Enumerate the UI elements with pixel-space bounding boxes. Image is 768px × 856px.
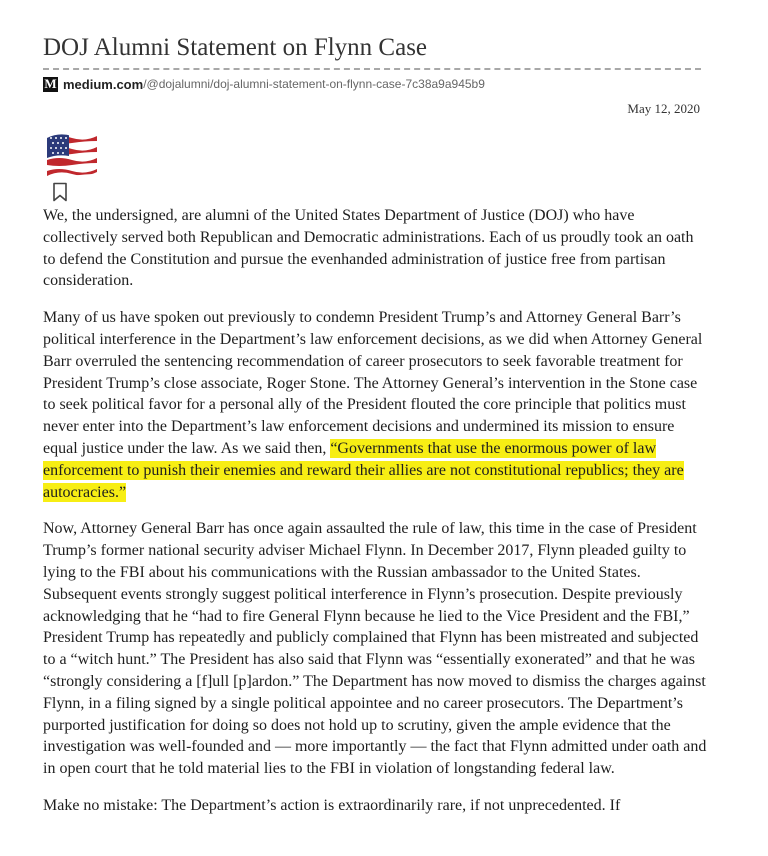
page-title: DOJ Alumni Statement on Flynn Case	[43, 34, 428, 61]
paragraph-3: Now, Attorney General Barr has once again assaulted the rule of law, this time in the case of President Trump’s former national security adviser Michael Flynn. In December 2017, Flynn pleaded guilty to lying to the FBI about his communications with the Russian ambassador to the United States. Subsequent events strongly suggest political interference in Flynn’s prosecution. Despite previously acknowledging that he “had to fire General Flynn because he lied to the Vice President and the FBI,” President Trump has repeatedly and publicly complained that Flynn has been mistreated and subjected to a “witch hunt.” The President has also said that Flynn was “essentially exonerated” and that he was “strongly considering a [f]ull [p]ardon.” The Department has now moved to dismiss the charges against Flynn, in a filing signed by a single political appointee and no career prosecutors. The Department’s purported justification for doing so does not hold up to scrutiny, given the ample evidence that the investigation was well-founded and — more importantly — the fact that Flynn admitted under oath and in open court that he told material lies to the FBI in violation of longstanding federal law.	[43, 520, 707, 778]
article-body	[43, 205, 707, 832]
source-path[interactable]: /@dojalumni/doj-alumni-statement-on-flynn-case-7c38a9a945b9	[143, 77, 485, 91]
medium-logo-icon: M	[44, 76, 57, 91]
source-domain[interactable]: medium.com	[63, 76, 144, 92]
title-divider	[43, 68, 701, 70]
highlighted-quote: “Governments that use the enormous power of law enforcement to punish their enemies and reward their allies are not constitutional republics; they are autocracies.”	[43, 439, 684, 501]
source-link[interactable]	[43, 76, 485, 92]
bookmark-icon[interactable]	[52, 182, 68, 202]
us-flag-icon	[47, 132, 97, 180]
paragraph-1: We, the undersigned, are alumni of the United States Department of Justice (DOJ) who have collectively served both Republican and Democratic administrations. Each of us proudly took an oath to defend the Constitution and pursue the evenhanded administration of justice free from partisan consideration.	[43, 207, 694, 290]
publish-date: May 12, 2020	[627, 101, 700, 116]
paragraph-2: Many of us have spoken out previously to condemn President Trump’s and Attorney General Barr’s political interference in the Department’s law enforcement decisions, as we did when Attorney General Barr overruled the sentencing recommendation of career prosecutors to seek favorable treatment for President Trump’s close associate, Roger Stone. The Attorney General’s intervention in the Stone case to seek political favor for a personal ally of the President flouted the core principle that politics must never enter into the Department’s law enforcement decisions and undermined its mission to ensure equal justice under the law. As we said then, “Governments that use the enormous power of law enforcement to punish their enemies and reward their allies are not constitutional republics; they are autocracies.”	[43, 309, 703, 501]
paragraph-4: Make no mistake: The Department’s action is extraordinarily rare, if not unprecedented. If	[43, 796, 621, 814]
